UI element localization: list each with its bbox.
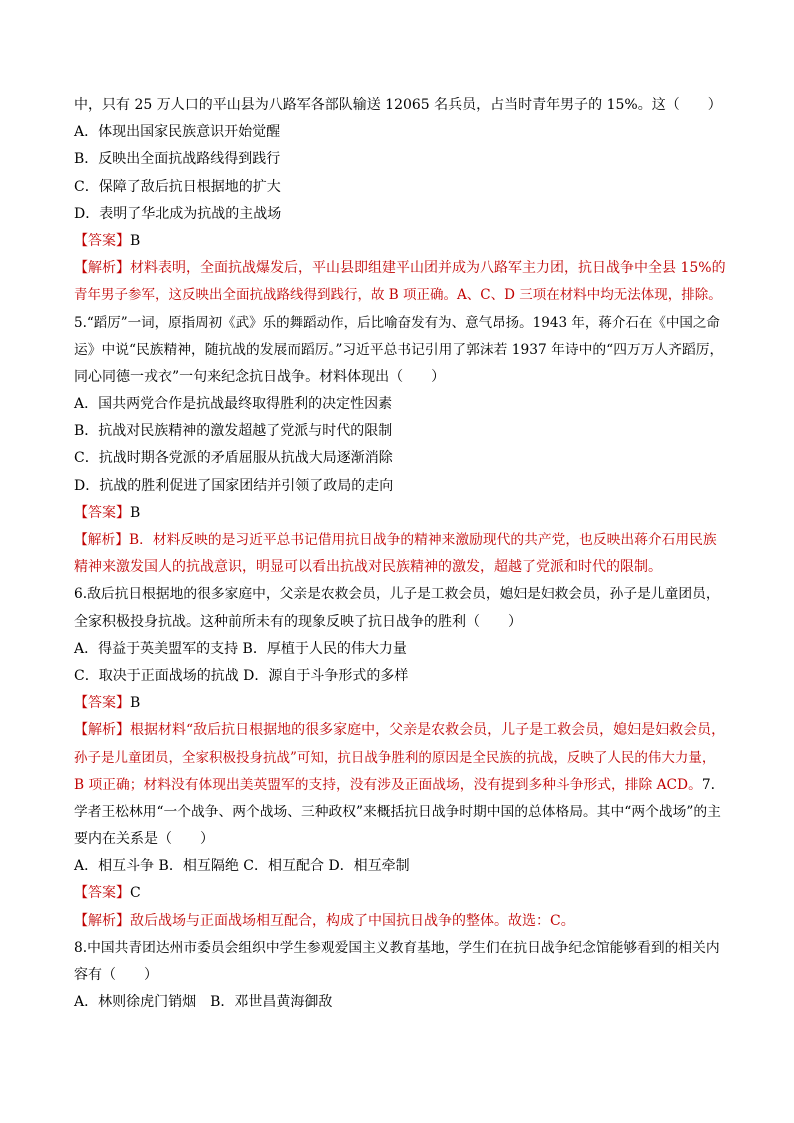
question-text: B．反映出全面抗战路线得到践行 [74,151,281,168]
text-line [74,228,726,255]
text-line [74,609,726,636]
text-line [74,201,726,228]
text-line [74,799,726,826]
question-text: 同心同德一戎衣”一句来纪念抗日战争。材料体现出（ ） [74,368,446,385]
text-line [74,853,726,880]
text-line [74,146,726,173]
analysis-label: 【解析】 [74,912,130,929]
text-line [74,745,726,772]
text-line [74,527,726,554]
question-text: 8.中国共青团达州市委员会组织中学生参观爱国主义教育基地，学生们在抗日战争纪念馆能够看到的相关内 [74,939,720,956]
text-line [74,364,726,391]
text-line [74,174,726,201]
question-text: 学者王松林用“一个战争、两个战场、三种政权”来概括抗日战争时期中国的总体格局。其中“两个战场”的主 [74,803,721,820]
analysis-label: 【解析】 [74,722,130,739]
question-text: 容有（ ） [74,967,158,983]
text-line [74,310,726,337]
question-text: 中，只有 25 万人口的平山县为八路军各部队输送 12065 名兵员，占当时青年男子的 15%。这（ ） [74,97,722,113]
text-line [74,92,726,119]
text-line [74,473,726,500]
text-line [74,935,726,962]
analysis-text: 根据材料“敌后抗日根据地的很多家庭中，父亲是农救会员，儿子是工救会员，媳妇是妇救会员， [130,722,726,739]
question-text: A．得益于英美盟军的支持 B．厚植于人民的伟大力量 [74,640,407,657]
text-line [74,908,726,935]
question-text: D．抗战的胜利促进了国家团结并引领了政局的走向 [74,477,394,494]
text-line [74,255,726,282]
analysis-text: 精神来激发国人的抗战意识，明显可以看出抗战对民族精神的激发，超越了党派和时代的限制。 [74,559,662,576]
question-text: 要内在关系是（ ） [74,831,214,848]
analysis-text: 青年男子参军，这反映出全面抗战路线得到践行，故 B 项正确。A、C、D 三项在材料中均无法体现，排除。 [74,287,722,304]
answer-value: C [130,885,141,902]
question-text: 全家积极投身抗战。这种前所未有的现象反映了抗日战争的胜利（ ） [74,613,522,630]
analysis-text: B．材料反映的是习近平总书记借用抗日战争的精神来激励现代的共产党，也反映出蒋介石用民族 [129,532,717,548]
question-number: 7. [701,776,715,793]
question-text: C．抗战时期各党派的矛盾屈服从抗战大局逐渐消除 [74,450,393,467]
text-line [74,717,726,744]
answer-label: 【答案】 [74,504,130,521]
question-text: 运》中说“民族精神，随抗战的发展而蹈厉。”习近平总书记引用了郭沫若 1937 年诗中的“四万万人齐蹈厉， [74,341,724,358]
answer-value: B [130,695,141,712]
analysis-label: 【解析】 [74,532,130,548]
answer-label: 【答案】 [74,695,130,712]
text-line [74,663,726,690]
text-line [74,989,726,1016]
text-line [74,500,726,527]
text-line [74,880,726,907]
question-text: A．相互斗争 B．相互隔绝 C．相互配合 D．相互牵制 [74,858,410,875]
analysis-text: 敌后战场与正面战场相互配合，构成了中国抗日战争的整体。故选：C。 [130,912,575,929]
text-line [74,554,726,581]
question-text: B．抗战对民族精神的激发超越了党派与时代的限制 [74,423,393,440]
question-text: D．表明了华北成为抗战的主战场 [74,205,282,222]
question-text: A．国共两党合作是抗战最终取得胜利的决定性因素 [74,396,393,413]
document-page [74,92,726,1016]
answer-label: 【答案】 [74,232,130,249]
text-line [74,690,726,717]
text-line [74,962,726,989]
answer-value: B [130,504,141,521]
analysis-text: 孙子是儿童团员，全家积极投身抗战”可知，抗日战争胜利的原因是全民族的抗战，反映了人民的伟大力量， [74,749,716,766]
answer-label: 【答案】 [74,885,130,902]
analysis-text: B 项正确；材料没有体现出美英盟军的支持，没有涉及正面战场，没有提到多种斗争形式，排除 ACD。 [74,776,702,793]
text-line [74,772,726,799]
question-text: C．保障了敌后抗日根据地的扩大 [74,178,281,195]
text-line [74,636,726,663]
question-text: A．林则徐虎门销烟 B．邓世昌黄海御敌 [74,994,333,1011]
answer-value: B [130,232,141,249]
text-line [74,282,726,309]
text-line [74,418,726,445]
text-line [74,119,726,146]
question-text: A．体现出国家民族意识开始觉醒 [74,124,281,141]
question-text: 6.敌后抗日根据地的很多家庭中，父亲是农救会员，儿子是工救会员，媳妇是妇救会员，孙子是儿童团员， [74,586,720,603]
analysis-text: 材料表明，全面抗战爆发后，平山县即组建平山团并成为八路军主力团，抗日战争中全县 15%的 [130,260,726,277]
analysis-label: 【解析】 [74,260,130,277]
text-line [74,581,726,608]
text-line [74,445,726,472]
text-line [74,826,726,853]
text-line [74,337,726,364]
question-text: 5.“蹈厉”一词，原指周初《武》乐的舞蹈动作，后比喻奋发有为、意气昂扬。1943 年，蒋介石在《中国之命 [74,314,720,331]
text-line [74,391,726,418]
question-text: C．取决于正面战场的抗战 D．源自于斗争形式的多样 [74,667,409,684]
